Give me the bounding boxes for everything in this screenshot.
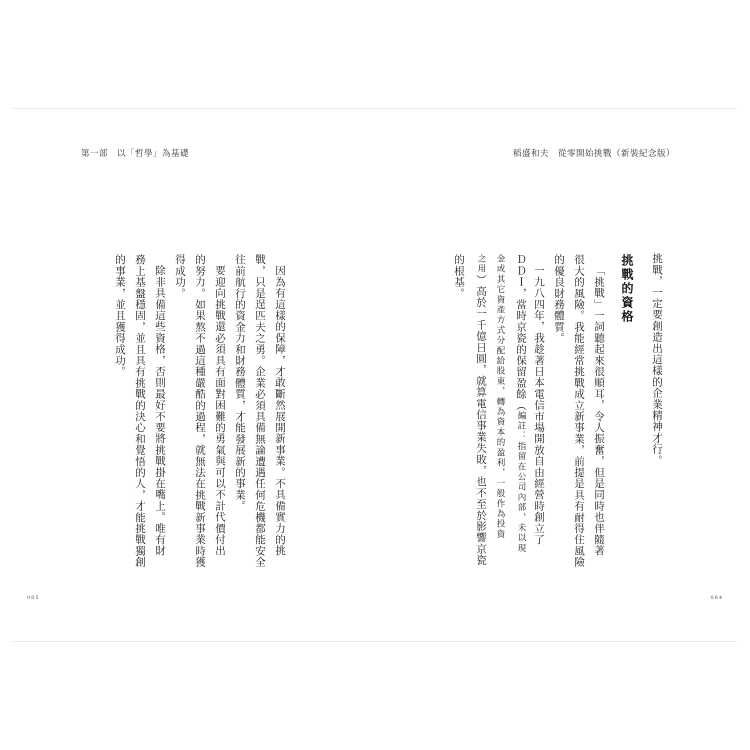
right-page-line-2: 「挑戰」一詞聽起來很順耳，令人振奮，但是同時也伴隨著 — [593, 264, 605, 556]
left-page-line-6: 得成功。 — [174, 254, 186, 299]
right-page-line-9: 的根基。 — [453, 254, 465, 299]
editor-note-part-3: 之用 — [476, 254, 486, 275]
left-page-line-1: 因為有這樣的保障，才敢斷然展開新事業。不具備實力的挑 — [274, 264, 286, 556]
right-page-line-4: 的優良財務體質。 — [553, 254, 565, 344]
left-page-line-9: 的事業，並且獲得成功。 — [114, 254, 126, 378]
page-number-left: 085 — [27, 595, 40, 601]
left-page-line-4: 要迎向挑戰還必須具有面對困難的勇氣與可以不計代價付出 — [214, 264, 226, 556]
right-page-line-8 — [472, 254, 491, 566]
left-page-line-7: 除非具備這些資格，否則最好不要將挑戰掛在嘴上。唯有財 — [154, 264, 166, 556]
left-page-line-2: 戰，只是逞匹夫之勇。企業必須具備無論遭遇任何危機都能安全 — [254, 254, 266, 568]
right-page-line-6 — [512, 254, 531, 554]
right-page-line-6-text: ＤＤＩ，當時京瓷的保留盈餘（ — [515, 254, 527, 411]
right-page-line-3: 很大的風險。我能經常挑戰成立新事業，前提是具有耐得住風險 — [573, 254, 585, 568]
book-spread — [13, 108, 737, 642]
running-head-left: 第一部 以「哲學」為基礎 — [81, 149, 190, 159]
left-page-line-8: 務上基盤穩固，並且具有挑戰的決心和覺悟的人，才能挑戰獨創 — [134, 254, 146, 568]
running-head-right: 稻盛和夫 從零開始挑戰（新裝紀念版） — [512, 149, 675, 159]
right-page-line-5: 一九八四年，我趁著日本電信市場開放自由經營時創立了 — [533, 264, 545, 545]
editor-note-part-2: 金或其它資產方式分配給股東，轉為資本的盈利，一般作為投資 — [495, 254, 505, 540]
editor-note-part-1: 編註：指留在公司內部，未以現 — [516, 410, 526, 554]
page-number-right: 084 — [710, 595, 723, 601]
right-page-line-1: 挑戰，一定要創造出這樣的企業精神才行。 — [651, 253, 663, 466]
left-page-line-3: 往前航行的資金力和財務體質，才能發展新的事業。 — [234, 254, 246, 512]
left-page-line-5: 的努力。如果熬不過這種嚴酷的過程，就無法在挑戰新事業時獲 — [194, 254, 206, 568]
section-heading: 挑戰的資格 — [620, 254, 634, 324]
right-page-line-8-text: ）高於一千億日圓，就算電信事業失敗，也不至於影響京瓷 — [475, 274, 487, 566]
